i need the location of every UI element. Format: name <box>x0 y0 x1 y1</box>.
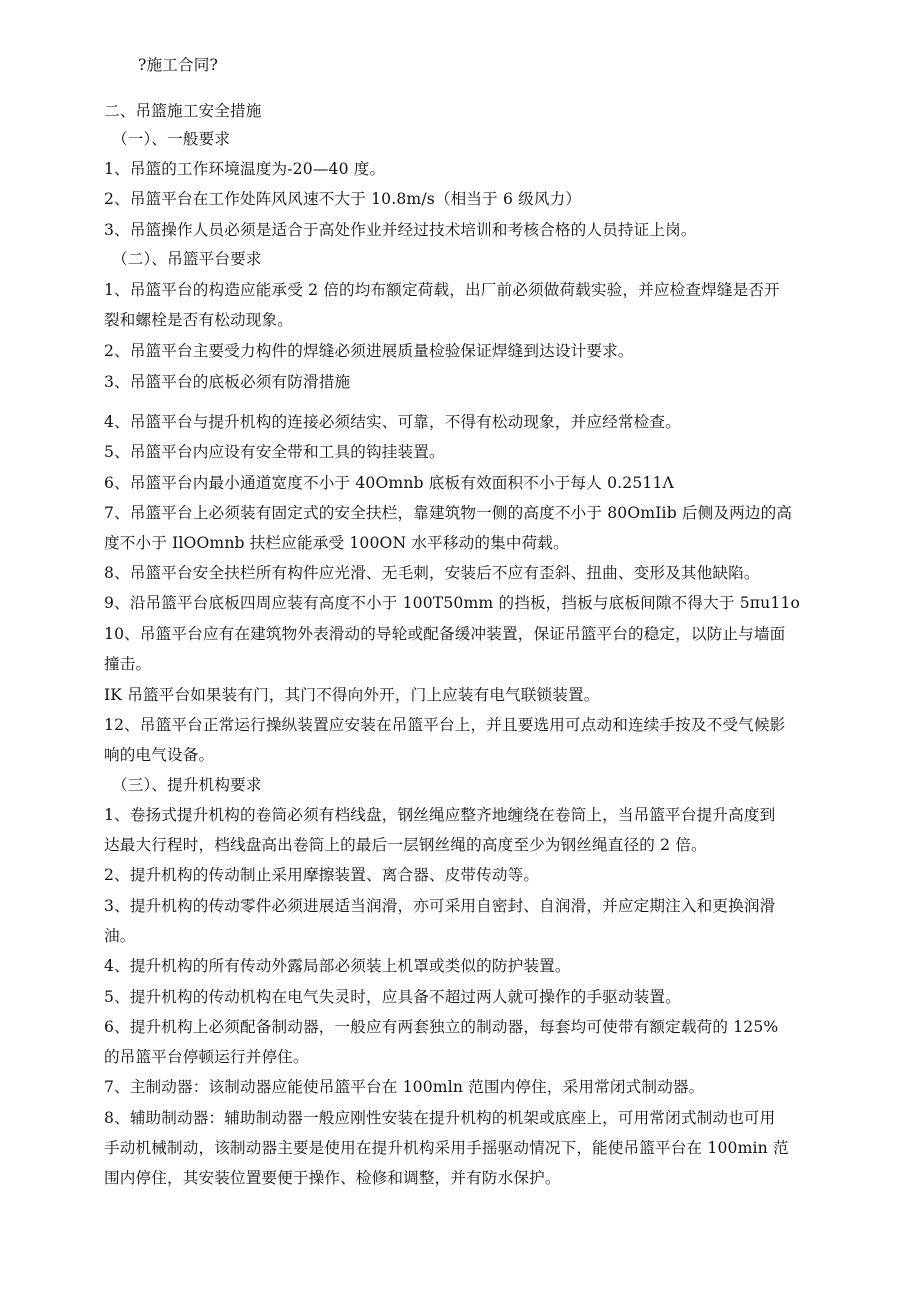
document-line: 手动机械制动，该制动器主要是使用在提升机构采用手摇驱动情况下，能使吊篮平台在 100min 范 <box>104 1139 789 1157</box>
document-line: ?施工合同? <box>138 56 218 74</box>
document-line: 8、吊篮平台安全扶栏所有构件应光滑、无毛刺，安装后不应有歪斜、扭曲、变形及其他缺陷。 <box>104 564 760 582</box>
document-line: 油。 <box>104 927 136 945</box>
document-line: 响的电气设备。 <box>104 746 215 764</box>
section-heading: 二、吊篮施工安全措施 <box>104 102 262 120</box>
document-line: 6、吊篮平台内最小通道宽度不小于 40Omnb 底板有效面积不小于每人 0.2511Λ <box>104 474 674 492</box>
document-line: 度不小于 IlOOmnb 扶栏应能承受 100ON 水平移动的集中荷载。 <box>104 534 569 552</box>
document-line: 6、提升机构上必须配备制动器，一般应有两套独立的制动器，每套均可使带有额定载荷的 125% <box>104 1018 779 1036</box>
document-line: 3、提升机构的传动零件必须进展适当润滑，亦可采用自密封、自润滑，并应定期注入和更换润滑 <box>104 897 776 915</box>
document-line: 2、提升机构的传动制止采用摩擦装置、离合器、皮带传动等。 <box>104 866 540 884</box>
document-line: 2、吊篮平台在工作处阵风风速不大于 10.8m/s（相当于 6 级风力） <box>104 190 582 208</box>
document-line: 8、辅助制动器：辅助制动器一般应刚性安装在提升机构的机架或底座上，可用常闭式制动也可用 <box>104 1109 776 1127</box>
document-line: 撞击。 <box>104 655 152 673</box>
document-line: 2、吊篮平台主要受力构件的焊缝必须进展质量检验保证焊缝到达设计要求。 <box>104 342 634 360</box>
document-line: 7、主制动器：该制动器应能使吊篮平台在 100mln 范围内停住，采用常闭式制动器。 <box>104 1078 705 1096</box>
document-line: 5、提升机构的传动机构在电气失灵时，应具备不超过两人就可操作的手驱动装置。 <box>104 988 681 1006</box>
document-line: 1、吊篮平台的构造应能承受 2 倍的均布额定荷载，出厂前必须做荷载实验，并应检查焊缝是否开 <box>104 281 780 299</box>
subsection-heading: （三）、提升机构要求 <box>112 776 262 794</box>
document-line: 5、吊篮平台内应设有安全带和工具的钩挂装置。 <box>104 443 445 461</box>
document-line: 1、卷扬式提升机构的卷筒必须有档线盘，钢丝绳应整齐地缠绕在卷筒上，当吊篮平台提升高度到 <box>104 806 776 824</box>
document-line: 10、吊篮平台应有在建筑物外表滑动的导轮或配备缓冲装置，保证吊篮平台的稳定，以防止与墙面 <box>104 625 786 643</box>
document-line: 3、吊篮平台的底板必须有防滑措施 <box>104 373 351 391</box>
document-line: 围内停住，其安装位置要便于操作、检修和调整，并有防水保护。 <box>104 1169 561 1187</box>
subsection-heading: （二）、吊篮平台要求 <box>112 250 262 268</box>
subsection-heading: （一）、一般要求 <box>112 130 231 148</box>
document-line: 裂和螺栓是否有松动现象。 <box>104 311 293 329</box>
document-line: 3、吊篮操作人员必须是适合于高处作业并经过技术培训和考核合格的人员持证上岗。 <box>104 221 697 239</box>
document-line: 4、提升机构的所有传动外露局部必须装上机罩或类似的防护装置。 <box>104 957 571 975</box>
document-line: 1、吊篮的工作环境温度为-20—40 度。 <box>104 160 386 178</box>
document-line: 9、沿吊篮平台底板四周应装有高度不小于 100T50mm 的挡板，挡板与底板间隙不得大于 5πu11o <box>104 594 801 612</box>
document-line: 4、吊篮平台与提升机构的连接必须结实、可靠，不得有松动现象，并应经常检查。 <box>104 413 681 431</box>
document-line: IK 吊篮平台如果装有门，其门不得向外开，门上应装有电气联锁装置。 <box>104 686 600 704</box>
document-line: 12、吊篮平台正常运行操纵装置应安装在吊篮平台上，并且要选用可点动和连续手按及不受气候影 <box>104 716 786 734</box>
document-line: 7、吊篮平台上必须装有固定式的安全扶栏，靠建筑物一侧的高度不小于 80OmIib 后侧及两边的高 <box>104 504 793 522</box>
document-line: 达最大行程时，档线盘高出卷筒上的最后一层钢丝绳的高度至少为钢丝绳直径的 2 倍。 <box>104 836 707 854</box>
document-line: 的吊篮平台停顿运行并停住。 <box>104 1048 309 1066</box>
